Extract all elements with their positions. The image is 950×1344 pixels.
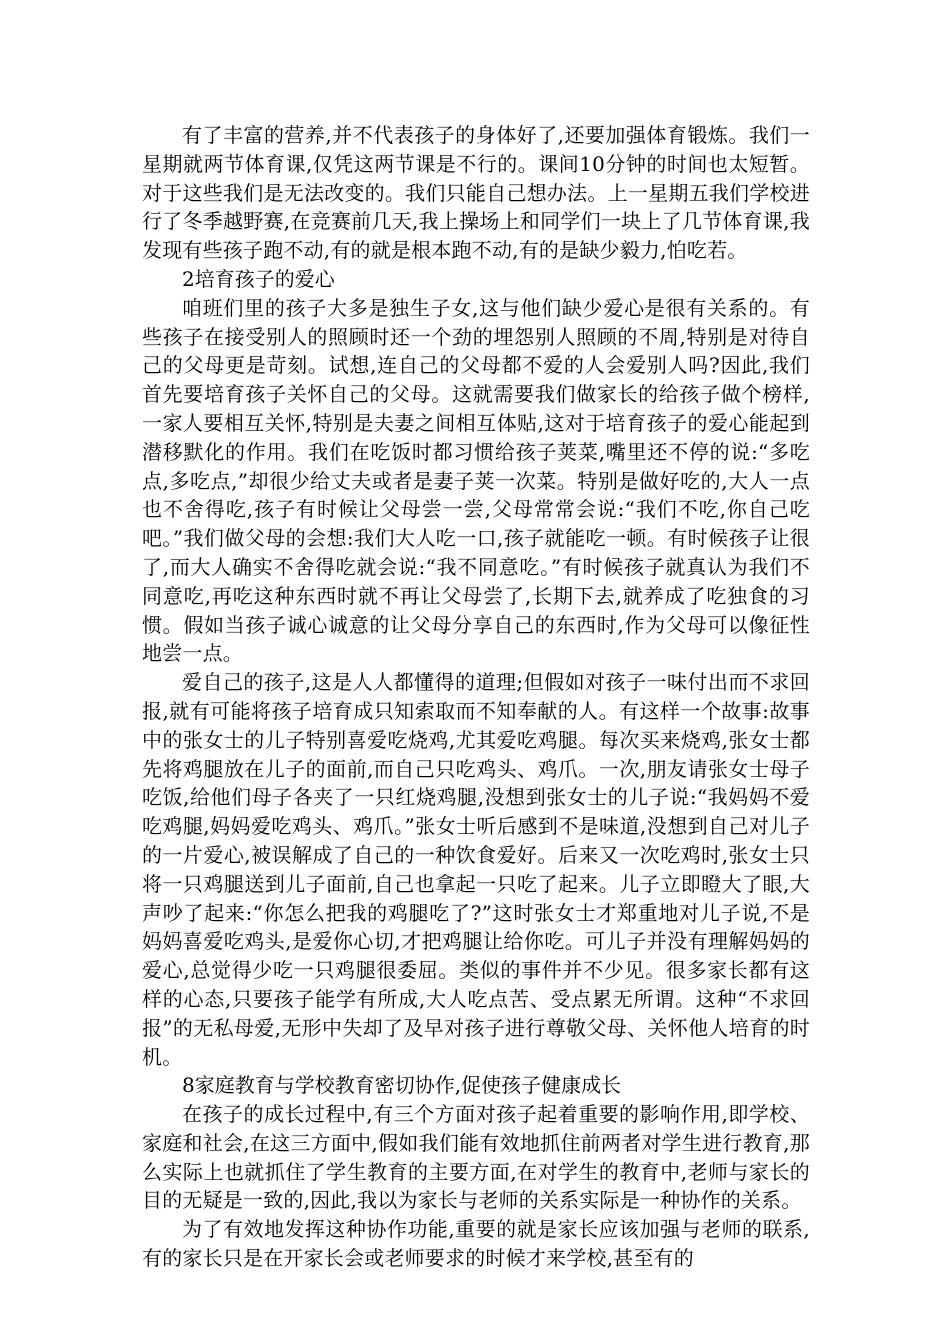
paragraph-love-parents: 咱班们里的孩子大多是独生子女,这与他们缺少爱心是很有关系的。有些孩子在接受别人的照顾时还一个劲的埋怨别人照顾的不周,特别是对待自己的父母更是苛刻。试想,连自己的父母都不爱的人会爱别人吗?因此,我们首先要培育孩子关怀自己的父母。这就需要我们做家长的给孩子做个榜样,一家人要相互关怀,特别是夫妻之间相互体贴,这对于培育孩子的爱心能起到潜移默化的作用。我们在吃饭时都习惯给孩子荚菜,嘴里还不停的说:“多吃点,多吃点,”却很少给丈夫或者是妻子荚一次菜。特别是做好吃的,大人一点也不舍得吃,孩子有时候让父母尝一尝,父母常常会说:“我们不吃,你自己吃吧。”我们做父母的会想:我们大人吃一口,孩子就能吃一顿。有时候孩子让很了,而大人确实不舍得吃就会说:“我不同意吃。”有时候孩子就真认为我们不同意吃,再吃这种东西时就不再让父母尝了,长期下去,就养成了吃独食的习惯。假如当孩子诚心诚意的让父母分享自己的东西时,作为父母可以像征性地尝一点。	[142, 295, 810, 666]
section-heading-love: 2培育孩子的爱心	[182, 266, 335, 291]
document-body	[142, 121, 810, 1273]
section-heading-cooperation: 8家庭教育与学校教育密切协作,促使孩子健康成长	[182, 1073, 622, 1098]
paragraph-contact-teachers: 为了有效地发挥这种协作功能,重要的就是家长应该加强与老师的联系,有的家长只是在开家长会或老师要求的时候才来学校,甚至有的	[142, 1217, 810, 1271]
paragraph-chicken-story: 爱自己的孩子,这是人人都懂得的道理;但假如对孩子一味付出而不求回报,就有可能将孩子培育成只知索取而不知奉献的人。有这样一个故事:故事中的张女士的儿子特别喜爱吃烧鸡,尤其爱吃鸡腿。每次买来烧鸡,张女士都先将鸡腿放在儿子的面前,而自己只吃鸡头、鸡爪。一次,朋友请张女士母子吃饭,给他们母子各夹了一只红烧鸡腿,没想到张女士的儿子说:“我妈妈不爱吃鸡腿,妈妈爱吃鸡头、鸡爪。”张女士听后感到不是味道,没想到自己对儿子的一片爱心,被误解成了自己的一种饮食爱好。后来又一次吃鸡时,张女士只将一只鸡腿送到儿子面前,自己也拿起一只吃了起来。儿子立即瞪大了眼,大声吵了起来:“你怎么把我的鸡腿吃了?”这时张女士才郑重地对儿子说,不是妈妈喜爱吃鸡头,是爱你心切,才把鸡腿让给你吃。可儿子并没有理解妈妈的爱心,总觉得少吃一只鸡腿很委屈。类似的事件并不少见。很多家长都有这样的心态,只要孩子能学有所成,大人吃点苦、受点累无所谓。这种“不求回报”的无私母爱,无形中失却了及早对孩子进行尊敬父母、关怀他人培育的时机。	[142, 670, 810, 1069]
paragraph-exercise: 有了丰富的营养,并不代表孩子的身体好了,还要加强体育锻炼。我们一星期就两节体育课,仅凭这两节课是不行的。课间10分钟的时间也太短暂。对于这些我们是无法改变的。我们只能自己想办法。上一星期五我们学校进行了冬季越野赛,在竞赛前几天,我上操场上和同学们一块上了几节体育课,我发现有些孩子跑不动,有的就是根本跑不动,有的是缺少毅力,怕吃若。	[142, 123, 810, 263]
paragraph-school-family: 在孩子的成长过程中,有三个方面对孩子起着重要的影响作用,即学校、家庭和社会,在这三方面中,假如我们能有效地抓住前两者对学生进行教育,那么实际上也就抓住了学生教育的主要方面,在对学生的教育中,老师与家长的目的无疑是一致的,因此,我以为家长与老师的关系实际是一种协作的关系。	[142, 1102, 810, 1213]
